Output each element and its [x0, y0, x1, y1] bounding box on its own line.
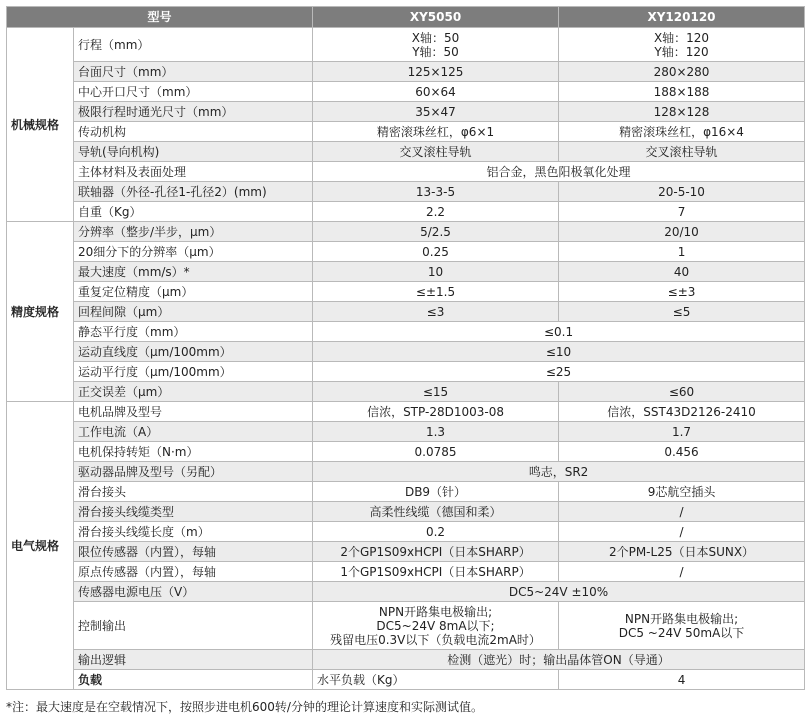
spec-table — [6, 6, 805, 690]
row-label: 分辨率（整步/半步，μm） — [74, 222, 313, 242]
cell-xy5050: 2个GP1S09xHCPI（日本SHARP） — [313, 542, 559, 562]
row-connector — [7, 482, 805, 502]
cell-xy120120: 20/10 — [559, 222, 805, 242]
cell-merged: ≤10 — [313, 342, 805, 362]
cell-merged: 检测（遮光）时；输出晶体管ON（导通） — [313, 650, 805, 670]
row-horizontal-load — [7, 670, 805, 690]
cell-xy5050: 0.25 — [313, 242, 559, 262]
cell-xy120120: ≤±3 — [559, 282, 805, 302]
cell-xy120120: ≤5 — [559, 302, 805, 322]
cell-line: DC5 ~24V 50mA以下 — [618, 625, 745, 640]
row-label: 回程间隙（μm） — [74, 302, 313, 322]
cell-xy5050: 精密滚珠丝杠，φ6×1 — [313, 122, 559, 142]
row-straightness — [7, 342, 805, 362]
cell-xy120120: 280×280 — [559, 62, 805, 82]
row-static-parallel — [7, 322, 805, 342]
row-torque — [7, 442, 805, 462]
cell-xy120120: 40 — [559, 262, 805, 282]
row-cable-length — [7, 522, 805, 542]
row-label: 正交误差（μm） — [74, 382, 313, 402]
row-home-sensor — [7, 562, 805, 582]
cell-xy5050: 10 — [313, 262, 559, 282]
row-motor — [7, 402, 805, 422]
group-mechanical: 机械规格 — [7, 28, 74, 222]
cell-xy5050: ≤3 — [313, 302, 559, 322]
cell-xy5050: 0.0785 — [313, 442, 559, 462]
cell-xy5050: 信浓，STP-28D1003-08 — [313, 402, 559, 422]
row-label: 最大速度（mm/s）* — [74, 262, 313, 282]
row-resolution20 — [7, 242, 805, 262]
row-drive — [7, 122, 805, 142]
row-label: 输出逻辑 — [74, 650, 313, 670]
cell-xy5050: 13-3-5 — [313, 182, 559, 202]
row-repeatability — [7, 282, 805, 302]
cell-merged: ≤25 — [313, 362, 805, 382]
cell-xy5050: 5/2.5 — [313, 222, 559, 242]
cell-xy120120: 1.7 — [559, 422, 805, 442]
row-limit-aperture — [7, 102, 805, 122]
cell-xy5050: 35×47 — [313, 102, 559, 122]
cell-xy120120: 9芯航空插头 — [559, 482, 805, 502]
cell-xy5050: ≤15 — [313, 382, 559, 402]
row-label: 传感器电源电压（V） — [74, 582, 313, 602]
row-label: 工作电流（A） — [74, 422, 313, 442]
row-label: 原点传感器（内置），每轴 — [74, 562, 313, 582]
row-label: 电机品牌及型号 — [74, 402, 313, 422]
header-model: 型号 — [7, 7, 313, 28]
cell-merged: 铝合金，黑色阳极氧化处理 — [313, 162, 805, 182]
cell-xy120120: 2个PM-L25（日本SUNX） — [559, 542, 805, 562]
footnote: *注：最大速度是在空载情况下，按照步进电机600转/分钟的理论计算速度和实际测试值。 — [6, 700, 483, 714]
row-label: 重复定位精度（μm） — [74, 282, 313, 302]
cell-xy5050: 1.3 — [313, 422, 559, 442]
group-electrical: 电气规格 — [7, 402, 74, 690]
row-guide — [7, 142, 805, 162]
row-label: 运动直线度（μm/100mm） — [74, 342, 313, 362]
group-load: 负载 — [74, 670, 313, 690]
cell-line: X轴：120 — [653, 30, 710, 45]
row-resolution — [7, 222, 805, 242]
row-label: 传动机构 — [74, 122, 313, 142]
cell-xy5050: 60×64 — [313, 82, 559, 102]
cell-xy120120: 128×128 — [559, 102, 805, 122]
cell-line: Y轴：50 — [412, 44, 459, 59]
cell-line: DC5~24V 8mA以下; — [376, 618, 495, 633]
header-col-xy120120: XY120120 — [559, 7, 805, 28]
cell-xy120120: 1 — [559, 242, 805, 262]
row-material — [7, 162, 805, 182]
cell-xy5050: 高柔性线缆（德国和柔） — [313, 502, 559, 522]
row-output-logic — [7, 650, 805, 670]
row-label: 联轴器（外径-孔径1-孔径2）(mm) — [74, 182, 313, 202]
cell-line: 残留电压0.3V以下（负载电流2mA时） — [330, 632, 541, 647]
row-weight — [7, 202, 805, 222]
row-label: 滑台接头 — [74, 482, 313, 502]
row-max-speed — [7, 262, 805, 282]
row-current — [7, 422, 805, 442]
cell-xy5050 — [313, 28, 559, 62]
row-sensor-voltage — [7, 582, 805, 602]
row-label: 20细分下的分辨率（μm） — [74, 242, 313, 262]
row-label: 中心开口尺寸（mm） — [74, 82, 313, 102]
row-label: 限位传感器（内置），每轴 — [74, 542, 313, 562]
row-label: 电机保持转矩（N·m） — [74, 442, 313, 462]
cell-xy120120: 精密滚珠丝杠，φ16×4 — [559, 122, 805, 142]
cell-xy5050: 1个GP1S09xHCPI（日本SHARP） — [313, 562, 559, 582]
row-center-hole — [7, 82, 805, 102]
row-label: 极限行程时通光尺寸（mm） — [74, 102, 313, 122]
row-label: 滑台接头线缆类型 — [74, 502, 313, 522]
row-label: 运动平行度（μm/100mm） — [74, 362, 313, 382]
row-label: 驱动器品牌及型号（另配） — [74, 462, 313, 482]
cell-xy120120: ≤60 — [559, 382, 805, 402]
row-cable-type — [7, 502, 805, 522]
cell-xy120120: 20-5-10 — [559, 182, 805, 202]
cell-xy5050: 交叉滚柱导轨 — [313, 142, 559, 162]
row-backlash — [7, 302, 805, 322]
row-label: 静态平行度（mm） — [74, 322, 313, 342]
row-label: 行程（mm） — [74, 28, 313, 62]
cell-xy5050: 0.2 — [313, 522, 559, 542]
row-stroke — [7, 28, 805, 62]
header-col-xy5050: XY5050 — [313, 7, 559, 28]
cell-xy120120: 信浓，SST43D2126-2410 — [559, 402, 805, 422]
cell-xy120120: / — [559, 522, 805, 542]
cell-xy120120: 0.456 — [559, 442, 805, 462]
row-label: 水平负载（Kg） — [313, 670, 559, 690]
cell-line: Y轴：120 — [654, 44, 709, 59]
row-coupling — [7, 182, 805, 202]
cell-xy120120: / — [559, 562, 805, 582]
cell-xy5050: 2.2 — [313, 202, 559, 222]
row-label: 主体材料及表面处理 — [74, 162, 313, 182]
row-label: 滑台接头线缆长度（m） — [74, 522, 313, 542]
row-control-output — [7, 602, 805, 650]
cell-xy5050: 4 — [559, 670, 805, 690]
cell-line: NPN开路集电极输出; — [378, 604, 493, 619]
row-table-size — [7, 62, 805, 82]
cell-xy5050 — [313, 602, 559, 650]
row-label: 自重（Kg） — [74, 202, 313, 222]
row-motion-parallel — [7, 362, 805, 382]
row-label: 台面尺寸（mm） — [74, 62, 313, 82]
row-label: 控制输出 — [74, 602, 313, 650]
cell-merged: ≤0.1 — [313, 322, 805, 342]
row-driver — [7, 462, 805, 482]
cell-line: X轴：50 — [411, 30, 460, 45]
cell-xy5050: DB9（针） — [313, 482, 559, 502]
header-row — [7, 7, 805, 28]
group-precision: 精度规格 — [7, 222, 74, 402]
cell-xy5050: 125×125 — [313, 62, 559, 82]
cell-xy5050: ≤±1.5 — [313, 282, 559, 302]
row-label: 导轨(导向机构) — [74, 142, 313, 162]
row-limit-sensor — [7, 542, 805, 562]
cell-line: NPN开路集电极输出; — [624, 611, 739, 626]
cell-xy120120 — [559, 28, 805, 62]
cell-merged: DC5~24V ±10% — [313, 582, 805, 602]
cell-xy120120: 7 — [559, 202, 805, 222]
cell-xy120120 — [559, 602, 805, 650]
row-orthogonal — [7, 382, 805, 402]
cell-merged: 鸣志，SR2 — [313, 462, 805, 482]
cell-xy120120: 188×188 — [559, 82, 805, 102]
cell-xy120120: / — [559, 502, 805, 522]
cell-xy120120: 交叉滚柱导轨 — [559, 142, 805, 162]
